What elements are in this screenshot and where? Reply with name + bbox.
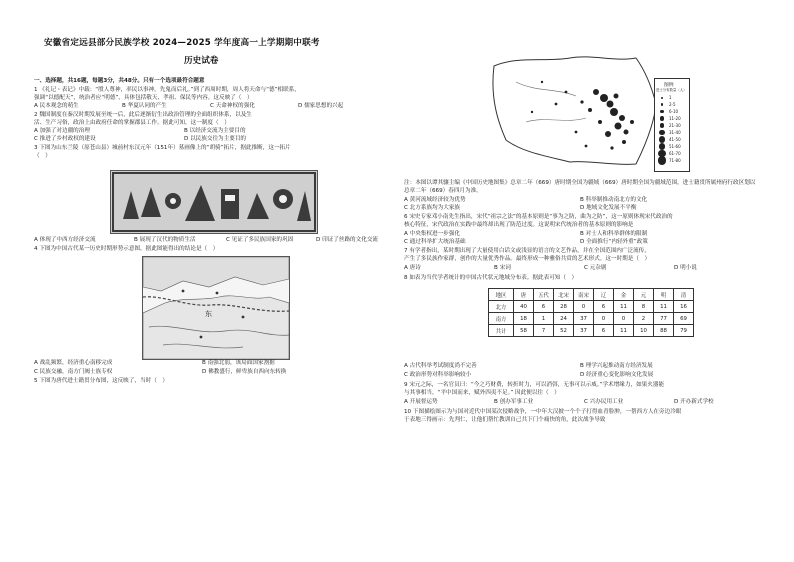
table-cell: 北方 bbox=[489, 301, 514, 313]
legend-item bbox=[657, 108, 687, 115]
table-cell: 58 bbox=[514, 325, 534, 337]
legend-label: 31-40 bbox=[669, 130, 681, 135]
q8-option-a: A 古代科举考试制度尚不完善 bbox=[404, 363, 477, 369]
q7-option-d: D 明小说 bbox=[674, 265, 697, 271]
q2-option-c: C 推进了乡村政权的建设 bbox=[34, 136, 96, 142]
q2-line-2: 活、生产习俗，政治上由政府任命的掌握郡县工作。据此可知，这一制度（ ） bbox=[34, 120, 230, 126]
q6-option-b: B 对士人和科举群体的限制 bbox=[580, 231, 648, 237]
q4-option-a: A 战乱频繁，经济重心南移完成 bbox=[34, 360, 113, 366]
legend-item bbox=[657, 136, 687, 143]
q9-line-2: 与其事相当，“平中国而来，赋外四夷不足。” 因此便以往（ ） bbox=[404, 390, 560, 396]
q6-line-2: 核心特征，宋代政治在实践中最终却出现了防范过度。这说明宋代统治者的基本原则的影响是 bbox=[404, 222, 634, 228]
q1-option-a: A 民本观念的萌生 bbox=[34, 103, 79, 109]
legend-dot-icon bbox=[659, 143, 666, 150]
q9-option-d: D 开办新式学校 bbox=[674, 399, 714, 405]
table-cell: 金 bbox=[614, 289, 634, 301]
legend-label: 2-5 bbox=[669, 102, 676, 107]
legend-label: 11-20 bbox=[669, 116, 681, 121]
table-cell: 6 bbox=[594, 301, 614, 313]
table-cell: 0 bbox=[594, 313, 614, 325]
legend-label: 71-80 bbox=[669, 158, 681, 163]
table-cell: 77 bbox=[654, 313, 674, 325]
table-row bbox=[489, 325, 694, 337]
q7-option-b: B 宋词 bbox=[494, 265, 511, 271]
q9-option-a: A 开展督运势 bbox=[404, 399, 438, 405]
q1-option-d: D 儒家思想的兴起 bbox=[298, 103, 344, 109]
map-legend bbox=[654, 78, 690, 172]
q8-option-b: B 理学兴起推动南方经济发展 bbox=[580, 363, 653, 369]
table-cell: 唐 bbox=[514, 289, 534, 301]
table-cell: 11 bbox=[654, 301, 674, 313]
map-note-line-1: 注：本图以谭其骧主编《中国历史地图集》总章二年（669）唐时期全国为疆域（669）唐时期全国为疆域范围，进士籍贯所属州府行政区划以 bbox=[404, 180, 756, 186]
table-cell: 11 bbox=[614, 301, 634, 313]
table-row bbox=[489, 301, 694, 313]
legend-dot-icon bbox=[658, 156, 666, 164]
table-cell: 52 bbox=[554, 325, 574, 337]
table-cell: 0 bbox=[614, 313, 634, 325]
q9-option-b: B 创办军事工业 bbox=[494, 399, 534, 405]
exam-title: 安徽省定远县部分民族学校 2024—2025 学年度高一上学期期中联考 bbox=[44, 38, 320, 48]
q1-option-b: B 华夏认同的产生 bbox=[122, 103, 167, 109]
q10-line-1: 10 下图描绘图示为与国对近代中国某次侵略战争，一中年大汉披一个个子打得血青脸肿，一帮西方人在旁边冷眼 bbox=[404, 409, 682, 415]
q1-option-c: C 天命神权的强化 bbox=[210, 103, 255, 109]
map-label-east: 东 bbox=[205, 310, 212, 318]
legend-dot-icon bbox=[659, 130, 665, 136]
table-cell: 8 bbox=[634, 301, 654, 313]
q10-line-2: 于表地三得画示：先判仁，让他们帮忙教训自己共下门个痛快的角，此次战争导致 bbox=[404, 417, 606, 423]
legend-item bbox=[657, 157, 687, 164]
q4-historical-map bbox=[142, 256, 290, 360]
legend-dot-icon bbox=[660, 110, 663, 113]
q8-line: 8 如表为当代学者统计的中国古代状元地域分布表。据此表可知（ ） bbox=[404, 275, 578, 281]
q4-option-d: D 佛教盛行，鲜卑族自西向东转换 bbox=[202, 369, 287, 375]
q7-line-1: 7 有学者指出，某时期出现了大量使用白话文或浅显的语言的文艺作品，并在全国范围内广泛流传， bbox=[404, 248, 650, 254]
q4-option-c: C 民族交融，南方门阀士族专权 bbox=[34, 369, 113, 375]
q2-option-a: A 加强了对边疆的治理 bbox=[34, 128, 90, 134]
table-cell: 79 bbox=[674, 325, 694, 337]
legend-item bbox=[657, 129, 687, 136]
legend-dot-icon bbox=[661, 97, 663, 99]
q9-option-c: C 兴办民用工业 bbox=[584, 399, 624, 405]
table-cell: 地区 bbox=[489, 289, 514, 301]
table-cell: 69 bbox=[674, 313, 694, 325]
legend-subtitle: 进士分布数量（人） bbox=[656, 88, 687, 92]
table-cell: 0 bbox=[574, 301, 594, 313]
legend-label: 21-30 bbox=[669, 123, 681, 128]
q3-line-2: （ ） bbox=[34, 153, 51, 159]
q3-option-b: B 展现了汉代的物质生活 bbox=[134, 237, 196, 243]
table-cell: 五代 bbox=[534, 289, 554, 301]
legend-dot-icon bbox=[660, 123, 665, 128]
table-cell: 共计 bbox=[489, 325, 514, 337]
q6-option-c: C 通过科举扩大统治基础 bbox=[404, 239, 466, 245]
table-cell: 24 bbox=[554, 313, 574, 325]
table-cell: 88 bbox=[654, 325, 674, 337]
q1-line-1: 1 《礼记・表记》中载：“殷人尊神，率民以事神，先鬼而后礼。”到了西周时期，周人将天命与“德”相联系， bbox=[34, 87, 300, 93]
q7-option-a: A 唐诗 bbox=[404, 265, 421, 271]
q2-line-1: 2 魏国制度在秦汉时期发展至统一后，此后逐渐衍生出政治管理的全面组织体系，以及生 bbox=[34, 112, 252, 118]
table-cell: 明 bbox=[654, 289, 674, 301]
legend-title: 图例 bbox=[664, 83, 674, 88]
legend-label: 41-50 bbox=[669, 137, 681, 142]
q1-line-2: 强调“以德配天”，统治者应“明德”，具体包括敬天、孝祖、保民等内容。这反映了（ ） bbox=[34, 95, 253, 101]
q8-option-d: D 经济重心变化影响文化发展 bbox=[580, 372, 654, 378]
q4-option-b: B 南强北弱，该局面国家割据 bbox=[202, 360, 275, 366]
section-heading: 一、选择题，共16题，每题3分，共48分。只有一个选项最符合题意 bbox=[34, 78, 205, 84]
legend-dot-icon bbox=[661, 103, 664, 106]
q5-line: 5 下图为唐代进士籍贯分布图，这反映了，当时（ ） bbox=[34, 378, 168, 384]
table-cell: 40 bbox=[514, 301, 534, 313]
table-cell: 28 bbox=[554, 301, 574, 313]
table-cell: 6 bbox=[534, 301, 554, 313]
table-cell: 16 bbox=[674, 301, 694, 313]
q3-option-c: C 见证了多民族国家的巩固 bbox=[226, 237, 294, 243]
q5-option-d: D 地域文化发展不平衡 bbox=[580, 205, 637, 211]
table-cell: 1 bbox=[534, 313, 554, 325]
table-cell: 18 bbox=[514, 313, 534, 325]
q7-line-2: 产生了多民族作家群，创作的大量优秀作品。最终形成一种雅俗共赏的艺术形式。这一时期是（ ） bbox=[404, 256, 651, 262]
q6-option-a: A 中央集权进一步强化 bbox=[404, 231, 460, 237]
legend-item bbox=[657, 143, 687, 150]
legend-label: 61-70 bbox=[669, 151, 681, 156]
q2-option-b: B 以经济交流为主要目的 bbox=[184, 128, 246, 134]
table-cell: 南方 bbox=[489, 313, 514, 325]
table-cell: 11 bbox=[614, 325, 634, 337]
table-cell: 南宋 bbox=[574, 289, 594, 301]
table-cell: 辽 bbox=[594, 289, 614, 301]
q6-option-d: D 全面推行“内轻外重”政策 bbox=[580, 239, 648, 245]
q9-line-1: 9 宋元之际，一名官员曰：“今之巧财费，转折时力，可以消弭，无事可以示威。”学术增缘力，如果火器能 bbox=[404, 382, 665, 388]
table-header-row bbox=[489, 289, 694, 301]
table-cell: 清 bbox=[674, 289, 694, 301]
table-cell: 10 bbox=[634, 325, 654, 337]
legend-item bbox=[657, 115, 687, 122]
table-cell: 37 bbox=[574, 325, 594, 337]
legend-label: 6-10 bbox=[669, 109, 679, 114]
table-cell: 北宋 bbox=[554, 289, 574, 301]
table-cell: 7 bbox=[534, 325, 554, 337]
han-rubbing-image bbox=[110, 170, 318, 234]
table-cell: 元 bbox=[634, 289, 654, 301]
table-cell: 6 bbox=[594, 325, 614, 337]
q5-option-a: A 黄河流域经济较为优势 bbox=[404, 197, 466, 203]
legend-dot-icon bbox=[660, 116, 664, 120]
q2-option-d: D 以民族交往为主要目的 bbox=[184, 136, 247, 142]
q3-option-d: D 印证了丝路的文化交流 bbox=[316, 237, 379, 243]
q5-option-b: B 科举制推动南北方的文化 bbox=[580, 197, 648, 203]
q7-option-c: C 元杂剧 bbox=[584, 265, 607, 271]
legend-item bbox=[657, 122, 687, 129]
exam-subtitle: 历史试卷 bbox=[184, 56, 219, 66]
scholar-distribution-table bbox=[488, 288, 694, 337]
legend-label: 51-60 bbox=[669, 144, 681, 149]
legend-dot-icon bbox=[659, 136, 665, 142]
map-note-line-2: 总章二年（669）春四月为准。 bbox=[404, 188, 482, 194]
q5-option-c: C 北方系族均为大家族 bbox=[404, 205, 461, 211]
q4-line: 4 下图为中国古代某一历史时期形势示意图，据此图能得出的结论是（ ） bbox=[34, 246, 219, 252]
legend-item bbox=[657, 101, 687, 108]
q8-option-c: C 政治形势对科举影响较小 bbox=[404, 372, 472, 378]
legend-label: 1 bbox=[669, 95, 672, 100]
q6-line-1: 6 宋史专家邓小南先生指出，宋代“祖宗之法”的基本原则是“事为之防，曲为之防”，这一原则体现宋代政治的 bbox=[404, 214, 673, 220]
q3-line-1: 3 下图为山东兰陵（原苍山县）城前村东汉元年（151年）墓画像上的“胡骑”拓片，据此推断，这一拓片 bbox=[34, 145, 291, 151]
q3-option-a: A 体现了中西方经济交流 bbox=[34, 237, 96, 243]
table-cell: 37 bbox=[574, 313, 594, 325]
table-cell: 2 bbox=[634, 313, 654, 325]
legend-item bbox=[657, 94, 687, 101]
legend-list bbox=[657, 94, 687, 164]
table-row bbox=[489, 313, 694, 325]
